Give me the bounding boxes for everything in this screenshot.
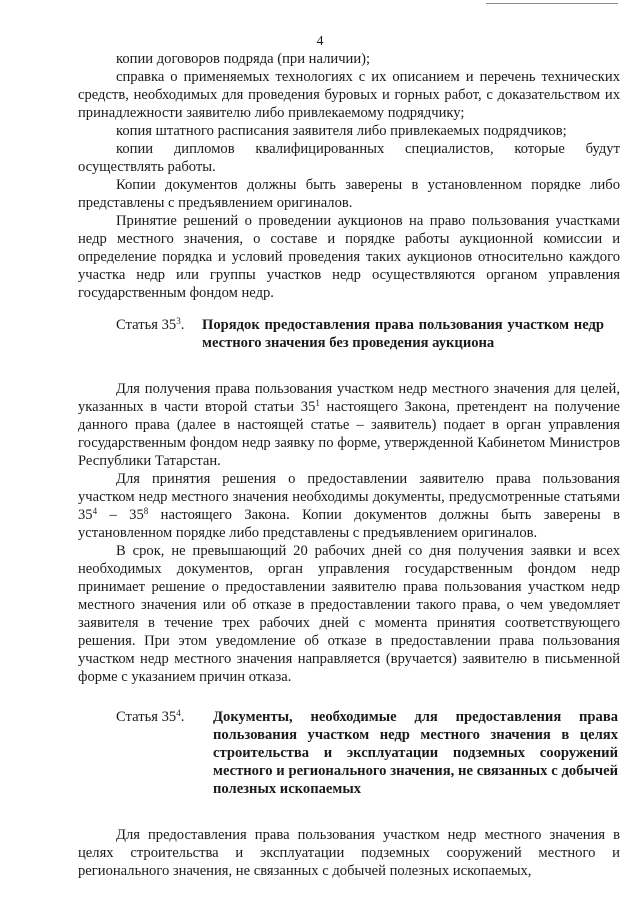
article-35-3-title: Порядок предоставления права пользования участком недр местного значения без проведения аукциона [202, 317, 604, 351]
article-35-3-heading [78, 316, 620, 352]
paragraph-auction-decisions: Принятие решений о проведении аукционов на право пользования участками недр местного значения, о составе и порядке работы аукционной комиссии и определение порядка и условий проведения таких аукционов относительно каждого участка недр или группы участков недр осуществляются органом управления государственным фондом недр. [78, 213, 620, 301]
article-35-3-label: Статья $35^3$. [116, 316, 185, 333]
article-35-3-paragraph-2: Для принятия решения о предоставлении заявителю права пользования участком недр местного значения необходимы документы, предусмотренные статьями $35^4 - 35^8$ настоящего Закона. Копии документов должны быть заверены в установленном порядке либо представлены с предъявлением оригиналов. [78, 471, 620, 541]
article-35-4-paragraph-1: Для предоставления права пользования участком недр местного значения в целях строительства и эксплуатации подземных сооружений местного и регионального значения, не связанных с добычей полезных ископаемых, [78, 827, 620, 879]
paragraph-technology-certificate: справка о применяемых технологиях с их описанием и перечень технических средств, необходимых для проведения буровых и горных работ, с доказательством их принадлежности заявителю либо привлекаемому подрядчику; [78, 69, 620, 121]
paragraph-contracts: копии договоров подряда (при наличии); [116, 51, 371, 67]
scan-edge-line [486, 3, 618, 4]
paragraph-diplomas: копии дипломов квалифицированных специалистов, которые будут осуществлять работы. [78, 141, 620, 175]
article-35-3-paragraph-1: Для получения права пользования участком недр местного значения для целей, указанных в части второй статьи $35^1$ настоящего Закона, претендент на получение данного права (далее в настоящей статье – заявитель) подает в орган управления государственным фондом недр заявку по форме, утвержденной Кабинетом Министров Республики Татарстан. [78, 381, 620, 469]
article-35-3-paragraph-3: В срок, не превышающий 20 рабочих дней со дня получения заявки и всех необходимых документов, орган управления государственным фондом недр принимает решение о предоставлении заявителю права пользования участком недр местного значения или об отказе в предоставлении такого права, о чем уведомляет заявителя в течение трех рабочих дней с момента принятия соответствующего решения. При этом уведомление об отказе в предоставлении права пользования участком недр местного значения направляется (вручается) заявителю в письменной форме с указанием причин отказа. [78, 543, 620, 685]
article-35-4-label: Статья $35^4$. [116, 708, 185, 725]
article-35-4-heading [78, 708, 620, 798]
page-number: 4 [316, 34, 324, 49]
article-35-4-title: Документы, необходимые для предоставления права пользования участком недр местного значения в целях строительства и эксплуатации подземных сооружений местного и регионального значения, не связанных с добычей полезных ископаемых [213, 709, 618, 797]
paragraph-certification: Копии документов должны быть заверены в установленном порядке либо представлены с предъявлением оригиналов. [78, 177, 620, 211]
paragraph-staff-schedule: копия штатного расписания заявителя либо привлекаемых подрядчиков; [116, 123, 567, 139]
document-body [78, 50, 620, 880]
